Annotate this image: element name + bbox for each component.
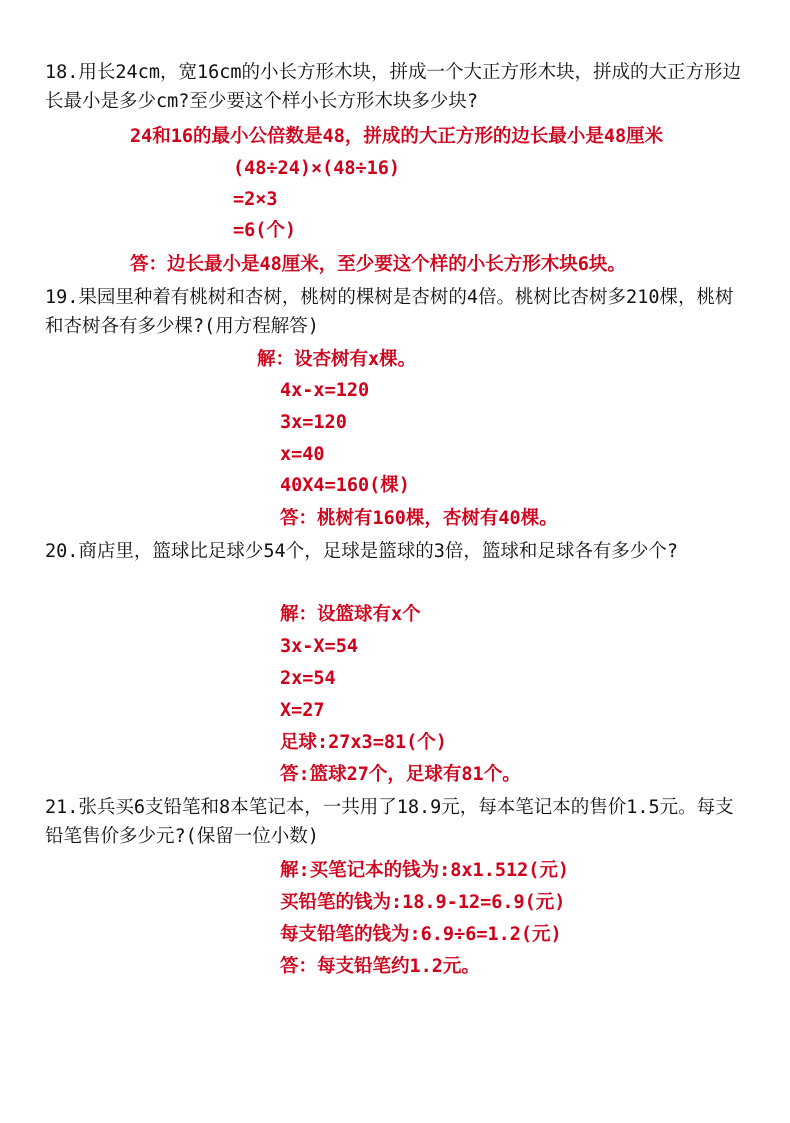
problem-20-answer: 答:篮球27个，足球有81个。 xyxy=(280,764,521,785)
problem-20-solution-line: 2x=54 xyxy=(280,668,336,689)
problem-19-solution-line: 40X4=160(棵) xyxy=(280,475,410,496)
problem-19-solution-line: 4x-x=120 xyxy=(280,380,370,401)
problem-19-solution-line: x=40 xyxy=(280,444,325,465)
problem-21-solution-line: 每支铅笔的钱为:6.9÷6=1.2(元) xyxy=(280,924,562,945)
problem-21-answer: 答：每支铅笔约1.2元。 xyxy=(280,956,480,977)
problem-20-solution-line: X=27 xyxy=(280,700,325,721)
problem-19-solution-line: 3x=120 xyxy=(280,412,347,433)
problem-20-solution-line: 解：设篮球有x个 xyxy=(280,604,421,625)
problem-18-solution-line: (48÷24)×(48÷16) xyxy=(233,158,401,179)
problem-20-question: 20.商店里，篮球比足球少54个，足球是篮球的3倍，篮球和足球各有多少个? xyxy=(45,541,678,562)
problem-18-solution-line: =6(个) xyxy=(233,220,297,241)
problem-19-solution-line: 解：设杏树有x棵。 xyxy=(257,349,417,370)
problem-18-answer: 答：边长最小是48厘米，至少要这个样的小长方形木块6块。 xyxy=(130,254,626,275)
problem-18-solution-line: =2×3 xyxy=(233,189,278,210)
problem-19-question: 19.果园里种着有桃树和杏树，桃树的棵树是杏树的4倍。桃树比杏树多210棵，桃树和杏树各有多少棵?(用方程解答) xyxy=(45,287,734,337)
problem-21-question: 21.张兵买6支铅笔和8本笔记本，一共用了18.9元，每本笔记本的售价1.5元。每支铅笔售价多少元?(保留一位小数) xyxy=(45,797,734,847)
problem-20-solution-line: 足球:27x3=81(个) xyxy=(280,732,447,753)
problem-18-question: 18.用长24cm，宽16cm的小长方形木块，拼成一个大正方形木块，拼成的大正方形边长最小是多少cm?至少要这个样小长方形木块多少块? xyxy=(45,62,742,112)
problem-21-solution-line: 解:买笔记本的钱为:8x1.512(元) xyxy=(280,860,570,881)
problem-21-solution-line: 买铅笔的钱为:18.9-12=6.9(元) xyxy=(280,892,566,913)
problem-18-solution-line: 24和16的最小公倍数是48，拼成的大正方形的边长最小是48厘米 xyxy=(130,126,664,147)
problem-19-answer: 答：桃树有160棵，杏树有40棵。 xyxy=(280,508,558,529)
problem-20-solution-line: 3x-X=54 xyxy=(280,636,358,657)
